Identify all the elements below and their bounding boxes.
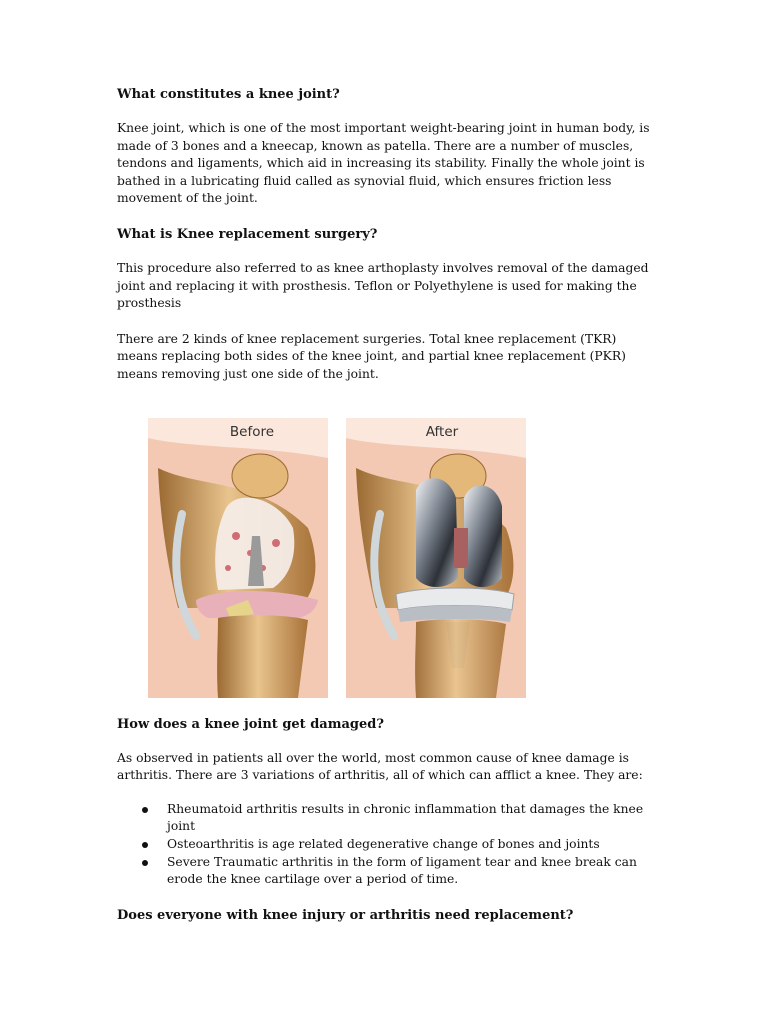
list-item-text: Osteoarthritis is age related degenerative change of bones and joints [167, 836, 600, 851]
heading-knee-replacement: What is Knee replacement surgery? [117, 226, 378, 242]
list-item-text: Rheumatoid arthritis results in chronic inflammation that damages the knee joint [167, 801, 644, 834]
before-panel [148, 418, 328, 698]
arthritis-list [117, 801, 657, 889]
paragraph-procedure: This procedure also referred to as knee arthoplasty involves removal of the damaged joint and replacing it with prosthesis. Teflon or Polyethylene is used for making the prosthesis [117, 260, 649, 311]
list-item-text: Severe Traumatic arthritis in the form of ligament tear and knee break can erode the knee cartilage over a period of time. [167, 854, 637, 887]
list-item [117, 801, 657, 836]
prosthetic-knee-illustration [346, 418, 526, 698]
before-label: Before [229, 423, 275, 440]
paragraph-knee-joint: Knee joint, which is one of the most important weight-bearing joint in human body, is made of 3 bones and a kneecap, known as patella. There are a number of muscles, tendons and ligaments, which aid in increasing its stability. Finally the whole joint is bathed in a lubricating fluid called as synovial fluid, which ensures friction less movement of the joint. [117, 121, 650, 206]
bullet-icon [142, 842, 148, 848]
paragraph-surgery-kinds: There are 2 kinds of knee replacement surgeries. Total knee replacement (TKR) means replacing both sides of the knee joint, and partial knee replacement (PKR) means removing just one side of the joint. [117, 331, 626, 381]
document-content [117, 86, 657, 925]
heading-knee-damage: How does a knee joint get damaged? [117, 716, 384, 732]
heading-knee-joint: What constitutes a knee joint? [117, 87, 340, 102]
after-label: After [425, 423, 459, 440]
bullet-icon [142, 860, 148, 866]
paragraph-arthritis: As observed in patients all over the world, most common cause of knee damage is arthritis. There are 3 variations of arthritis, all of which can afflict a knee. They are: [117, 750, 643, 783]
after-panel [346, 418, 526, 698]
damaged-knee-illustration [148, 418, 328, 698]
knee-before-after-figure [148, 418, 518, 698]
list-item [117, 836, 657, 854]
heading-need-replacement: Does everyone with knee injury or arthritis need replacement? [117, 907, 574, 923]
list-item [117, 854, 657, 889]
bullet-icon [142, 807, 148, 813]
